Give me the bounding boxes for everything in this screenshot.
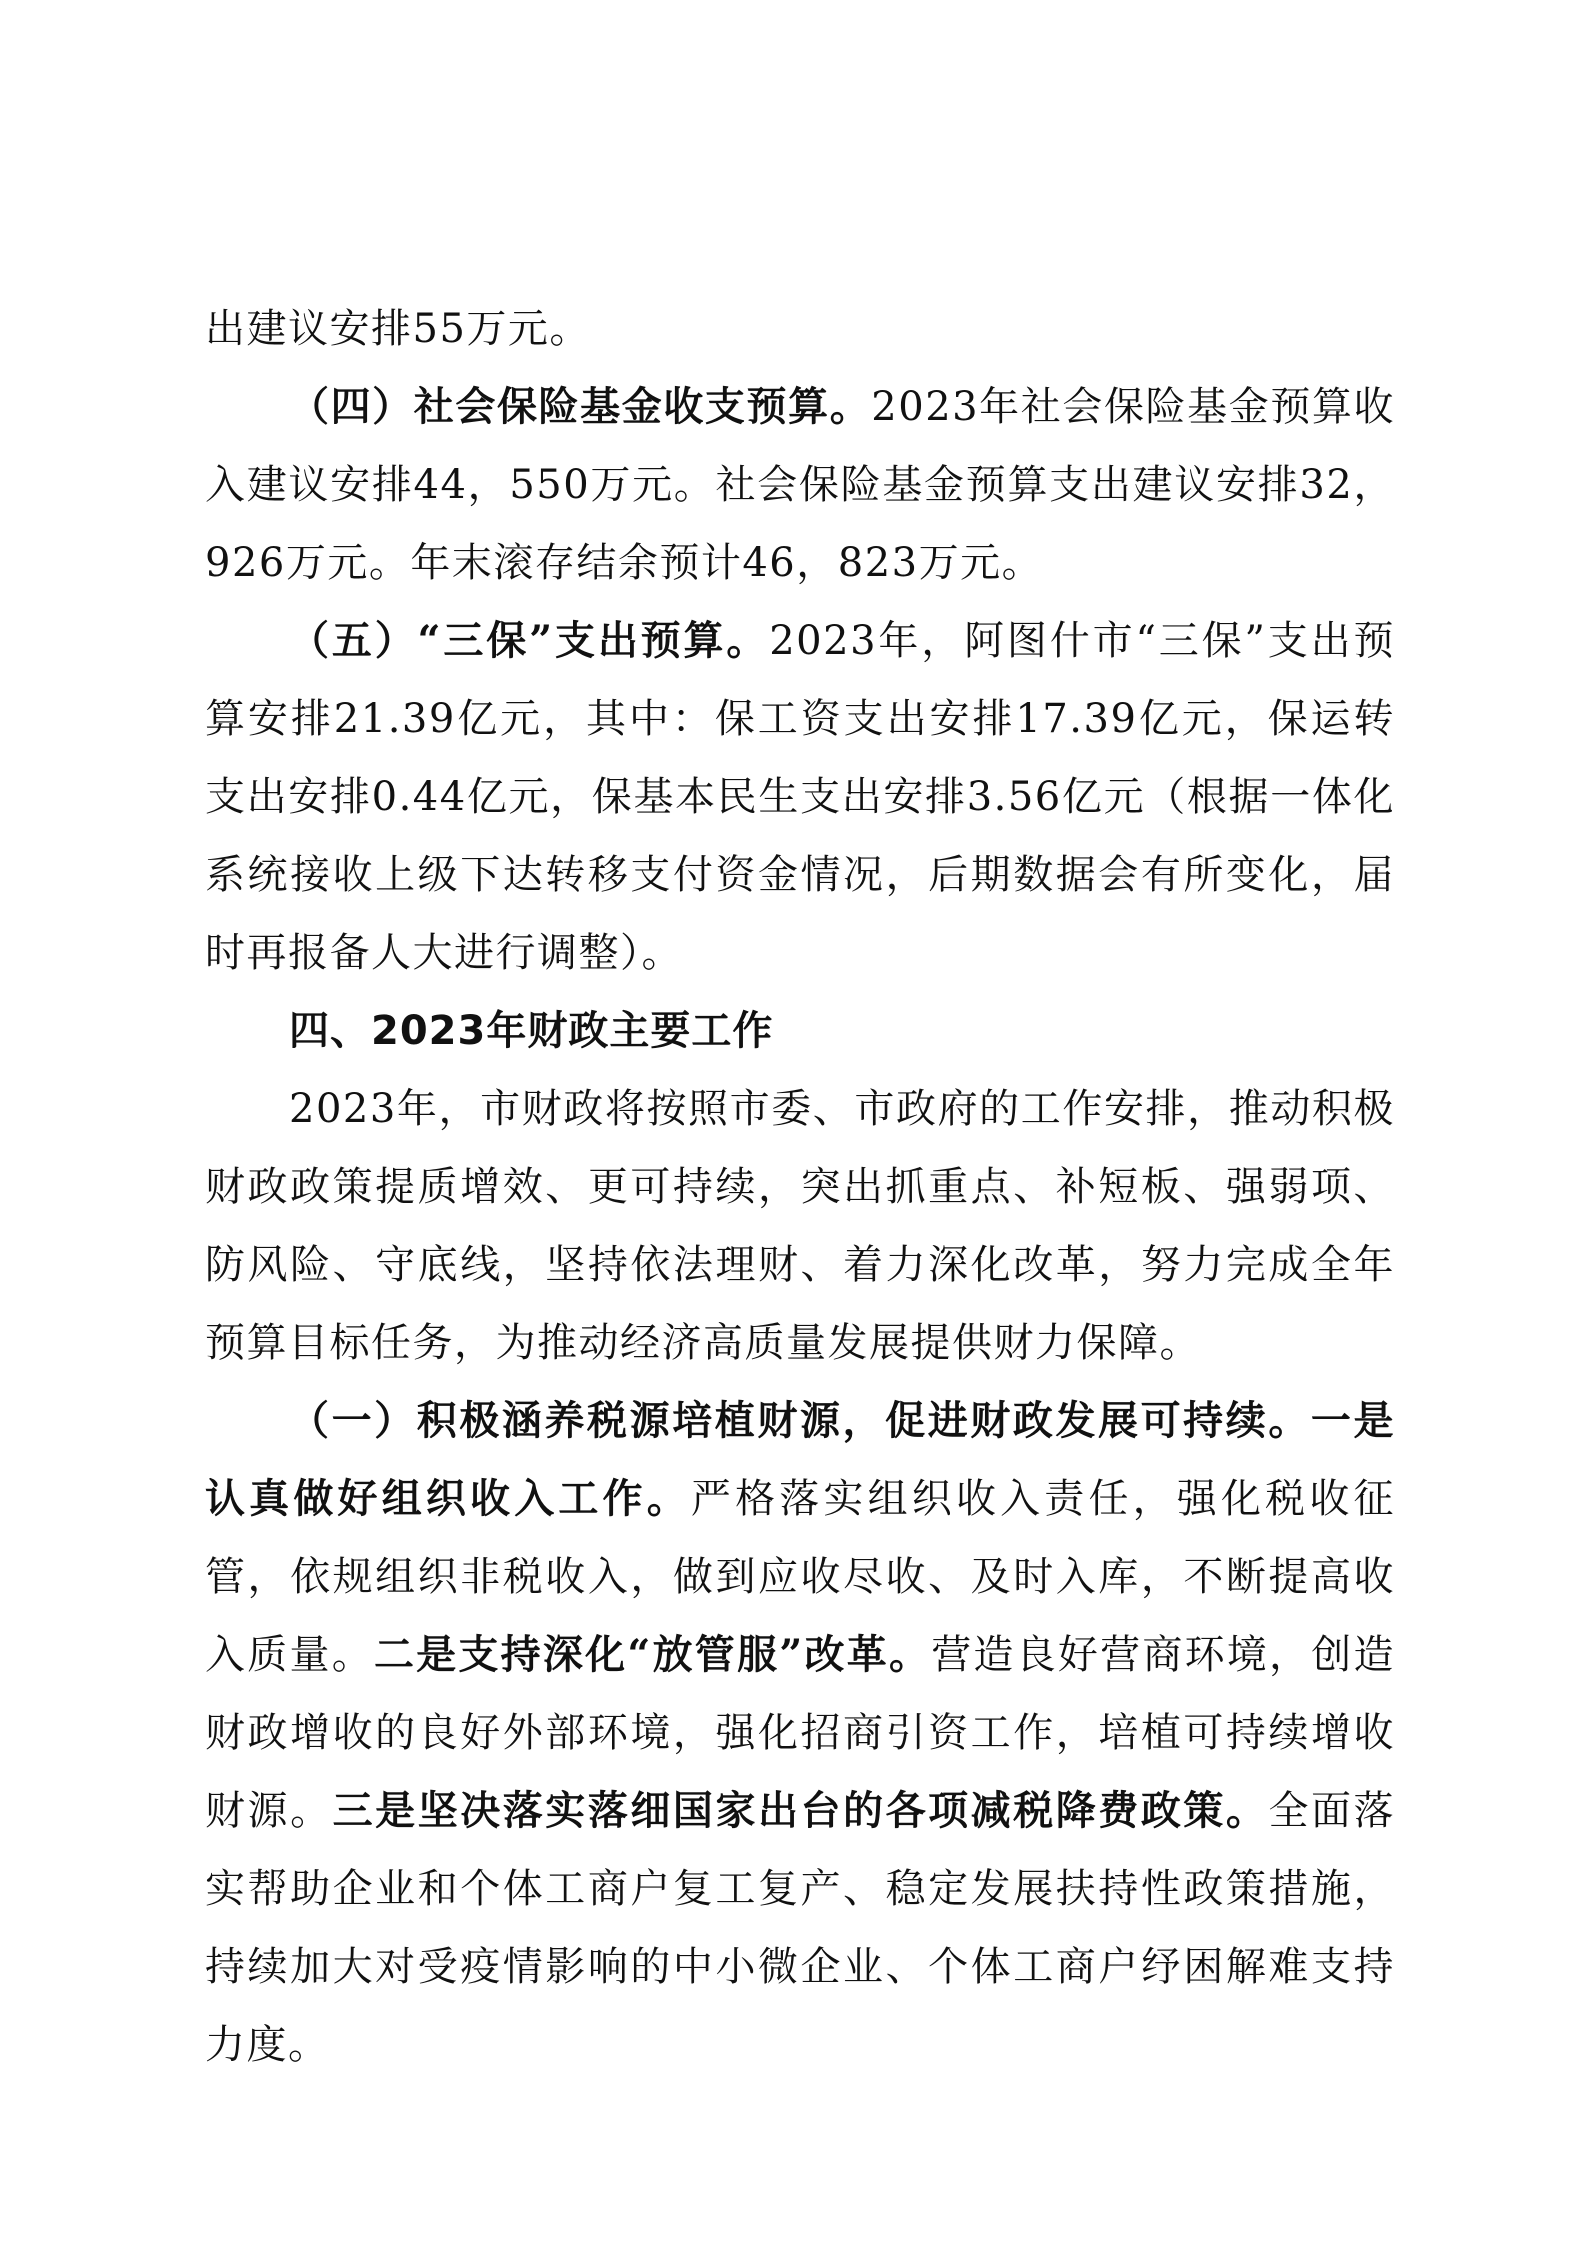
paragraph-text: 2023年，阿图什市“三保”支出预算安排21.39亿元，其中：保工资支出安排17.39亿元，保运转支出安排0.44亿元，保基本民生支出安排3.56亿元（根据一体化系统接收上级下达转移支付资金情况，后期数据会有所变化，届时再报备人大进行调整）。 <box>205 618 1395 976</box>
paragraph-social-insurance-budget <box>205 368 1395 602</box>
paragraph-text: 严格落实组织收入责任，强化税收征管，依规组织非税收入，做到应收尽收、及时入库，不断提高收入质量。 <box>205 1476 1396 1678</box>
point-title-reform: 二是支持深化“放管服”改革。 <box>373 1631 932 1678</box>
paragraph-continuation <box>205 290 1395 368</box>
paragraph-text: 出建议安排55万元。 <box>205 306 591 352</box>
section-heading-main-work <box>205 992 1395 1070</box>
paragraph-work-overview <box>205 1070 1395 1382</box>
paragraph-text: 2023年社会保险基金预算收入建议安排44，550万元。社会保险基金预算支出建议安排32，926万元。年末滚存结余预计46，823万元。 <box>205 384 1396 586</box>
paragraph-text: 营造良好营商环境，创造财政增收的良好外部环境，强化招商引资工作，培植可持续增收财源。 <box>205 1632 1396 1834</box>
document-body <box>205 290 1395 2084</box>
paragraph-text: 2023年，市财政将按照市委、市政府的工作安排，推动积极财政政策提质增效、更可持续，突出抓重点、补短板、强弱项、防风险、守底线，坚持依法理财、着力深化改革，努力完成全年预算目标任务，为推动经济高质量发展提供财力保障。 <box>205 1086 1395 1366</box>
paragraph-text: 全面落实帮助企业和个体工商户复工复产、稳定发展扶持性政策措施，持续加大对受疫情影响的中小微企业、个体工商户纾困解难支持力度。 <box>205 1788 1396 2068</box>
section-title-three-guarantees: （五）“三保”支出预算。 <box>289 617 770 664</box>
paragraph-tax-sources <box>205 1382 1395 2084</box>
paragraph-three-guarantees-budget <box>205 602 1395 992</box>
heading-text: 四、2023年财政主要工作 <box>289 1008 774 1054</box>
subsection-title-tax-sources: （一）积极涵养税源培植财源，促进财政发展可持续。一是认真做好组织收入工作。 <box>205 1397 1395 1522</box>
section-title-social-insurance: （四）社会保险基金收支预算。 <box>289 383 872 430</box>
point-title-tax-cuts: 三是坚决落实落细国家出台的各项减税降费政策。 <box>332 1787 1269 1834</box>
